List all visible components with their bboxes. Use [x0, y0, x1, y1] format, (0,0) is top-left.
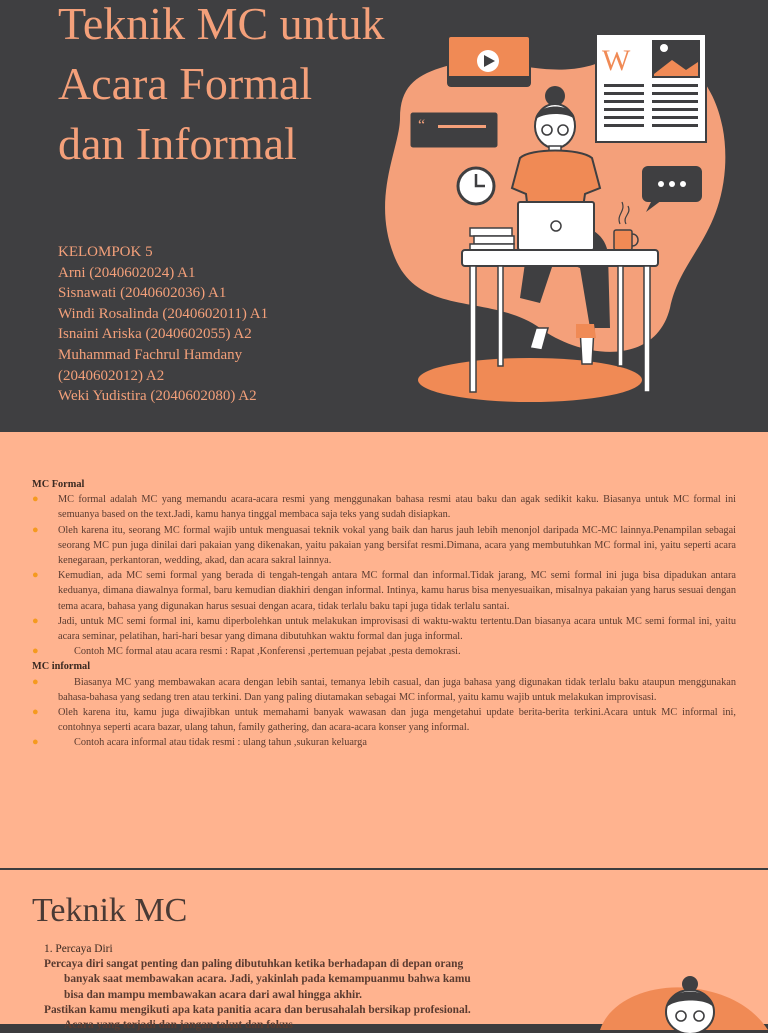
floor-shadow — [418, 358, 642, 402]
newspaper-icon — [596, 34, 706, 142]
list-item-text: Oleh karena itu, seorang MC formal wajib untuk menguasai teknik vokal yang baik dan harus jauh lebih menonjol daripada MC-MC lainnya.Penampilan sebagai seorang MC pun juga dinilai dari pakaian yang dikenakan, yaitu pakaian yang bersifat resmi.Dimana, acara yang membutuhkan MC formal ini, yaitu seperti acara kenegaraan, perkantoran, wedding, akad, dan acara sakral lainnya. — [58, 524, 736, 567]
list-item — [32, 735, 736, 750]
laptop-icon — [518, 202, 594, 250]
list-item-text: Oleh karena itu, kamu juga diwajibkan untuk memahami banyak wawasan dan juga mengetahui update berita-berita terkini.Acara untuk MC informal ini, contohnya seperti acara bazar, ulang tahun, family gathering, dan acara-acara konser yang informal. — [58, 707, 736, 734]
page-title: Teknik MC untuk Acara Formal dan Informal — [58, 0, 385, 169]
bullet-icon: ● — [32, 736, 39, 749]
list-item-text: Contoh MC formal atau acara resmi : Rapat ,Konferensi ,pertemuan pejabat ,pesta demokrasi. — [74, 646, 461, 658]
clock-icon — [458, 168, 494, 204]
list-item-text: Contoh acara informal atau tidak resmi : ulang tahun ,sukuran keluarga — [74, 737, 367, 749]
list-item — [32, 614, 736, 644]
svg-text:“: “ — [418, 117, 426, 134]
list-item-text: Kemudian, ada MC semi formal yang berada di tengah-tengah antara MC formal dan informal.Tidak jarang, MC semi formal ini juga bisa dipadukan antara keduanya, dimana diawalnya formal, baru kemudian diakhiri dengan informal. Intinya, kamu harus bisa menyesuaikan, misalnya pakaian yang harus sesuai dengan tema acara, bahasa yang digunakan harus sesuai dengan acara, tidak terlalu baku tapi juga tidak terlalu santai. — [58, 570, 736, 612]
svg-text:W: W — [602, 44, 631, 77]
video-player-icon — [448, 36, 530, 86]
paragraph-line: bisa dan mampu membawakan acara dari awal hingga akhir. — [64, 988, 363, 1001]
title-slide — [0, 0, 768, 432]
bullet-icon: ● — [32, 706, 39, 719]
list-item-text: MC formal adalah MC yang memandu acara-acara resmi yang menggunakan bahasa resmi atau baku dan agak sedikit kaku. Biasanya untuk MC formal ini semuanya based on the text.Jadi, kamu hanya tinggal membaca saja teks yang sudah disiapkan. — [58, 494, 736, 521]
member-line: Isnaini Ariska (2040602055) A2 — [58, 326, 252, 343]
list-item — [32, 523, 736, 569]
woman-at-laptop-illustration — [380, 28, 740, 428]
slide-body — [44, 942, 534, 1033]
bullet-icon: ● — [32, 493, 39, 506]
group-members-list — [58, 242, 268, 407]
paragraph-line: Percaya diri sangat penting dan paling dibutuhkan ketika berhadapan di depan orang — [44, 958, 464, 971]
list-item-text: Biasanya MC yang membawakan acara dengan lebih santai, temanya lebih casual, dan juga bahasa yang digunakan tidak terlalu baku ataupun menggunakan bahasa-bahasa yang sedang tren atau terkini. Dan yang paling diutamakan sebagai MC informal, yaitu kamu wajib untuk melakukan improvisasi. — [58, 676, 736, 703]
bullet-icon: ● — [32, 614, 39, 627]
member-line: Weki Yudistira (2040602080) A2 — [58, 388, 257, 405]
bullet-icon: ● — [32, 645, 39, 658]
list-item — [32, 705, 736, 735]
bullet-icon: ● — [32, 569, 39, 582]
member-line: Windi Rosalinda (2040602011) A1 — [58, 305, 269, 322]
group-name: KELOMPOK 5 — [58, 244, 153, 260]
paragraph-line: Acara yang terjadi dan jangan takut dan fokus — [64, 1019, 293, 1032]
section-heading-formal: MC Formal — [32, 479, 85, 490]
mc-formal-informal-slide — [0, 432, 768, 868]
numbered-item-heading: 1. Percaya Diri — [44, 943, 113, 955]
bullet-icon: ● — [32, 675, 39, 688]
teknik-mc-slide — [0, 870, 768, 1032]
member-line: Sisnawati (2040602036) A1 — [58, 285, 227, 302]
paragraph-line: banyak saat membawakan acara. Jadi, yakinlah pada kemampuanmu bahwa kamu — [64, 973, 471, 986]
list-item — [32, 568, 736, 614]
member-line: Arni (2040602024) A1 — [58, 264, 196, 281]
books-stack — [470, 228, 514, 252]
bullet-icon: ● — [32, 523, 39, 536]
member-line: (2040602012) A2 — [58, 367, 165, 384]
paragraph-line: Pastikan kamu mengikuti apa kata panitia acara dan berusahalah bersikap profesional. — [44, 1003, 471, 1016]
list-item — [32, 492, 736, 522]
member-line: Muhammad Fachrul Hamdany — [58, 346, 243, 363]
quote-bubble-icon — [410, 112, 498, 148]
slide-title: Teknik MC — [32, 892, 188, 929]
section-heading-informal: MC informal — [32, 661, 91, 673]
slide-content — [32, 477, 736, 751]
woman-head-illustration — [580, 970, 768, 1030]
list-item — [32, 675, 736, 705]
list-item-text: Jadi, untuk MC semi formal ini, kamu diperbolehkan untuk melakukan improvisasi di waktu-waktu tertentu.Dan biasanya acara untuk MC semi formal ini, yaitu acara seminar, pelatihan, hari-hari besar yang dimana dibutuhkan waktu formal dan juga informal. — [58, 615, 736, 643]
list-item — [32, 644, 736, 659]
